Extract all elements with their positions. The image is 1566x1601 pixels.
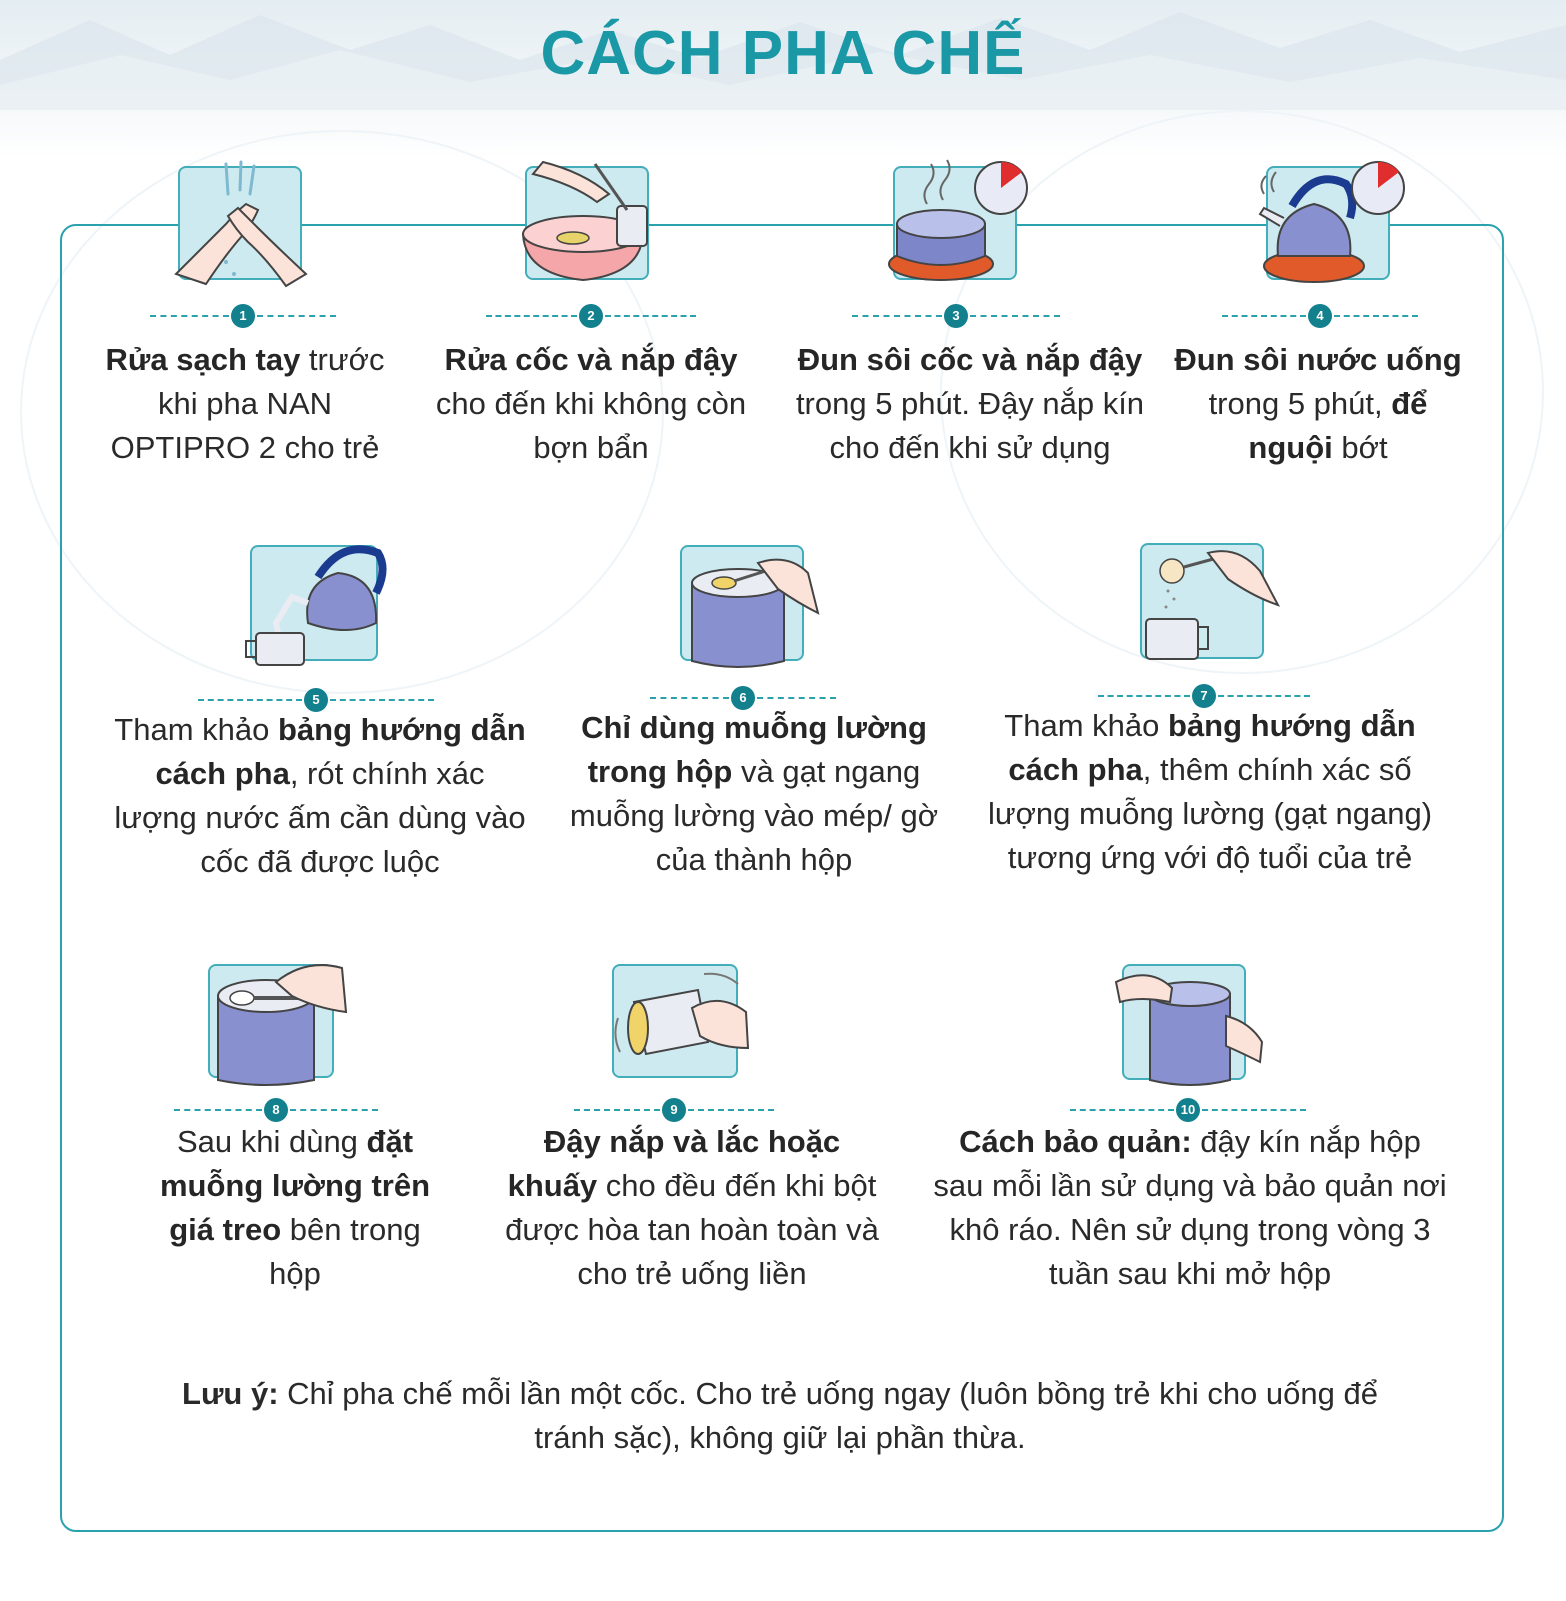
step-number-badge: 10 (1176, 1098, 1200, 1122)
step-number-badge: 5 (304, 688, 328, 712)
hand-washing-icon (166, 154, 318, 296)
note-label: Lưu ý: (182, 1376, 279, 1411)
boiling-pot-icon (881, 154, 1033, 296)
step-caption: Tham khảo bảng hướng dẫn cách pha, rót chính xác lượng nước ấm cần dùng vào cốc đã được luộc (114, 712, 526, 879)
step-illustration (1122, 964, 1246, 1080)
step-caption: Rửa cốc và nắp đậy cho đến khi không còn bợn bẩn (435, 342, 747, 465)
step-caption: Đậy nắp và lắc hoặc khuấy cho đều đến khi bột được hòa tan hoàn toàn và cho trẻ uống liền (505, 1124, 879, 1291)
step-number-badge: 1 (231, 304, 255, 328)
step-illustration (680, 545, 804, 661)
step-number-divider (150, 304, 336, 328)
note-text: Chỉ pha chế mỗi lần một cốc. Cho trẻ uống ngay (luôn bồng trẻ khi cho uống để tránh sặc), không giữ lại phần thừa. (278, 1376, 1378, 1455)
step-number-divider (852, 304, 1060, 328)
washing-bowl-icon (513, 154, 665, 296)
step-caption: Đun sôi cốc và nắp đậy trong 5 phút. Đậy nắp kín cho đến khi sử dụng (795, 342, 1145, 465)
step-illustration (1266, 166, 1390, 280)
step-caption: Chỉ dùng muỗng lường trong hộp và gạt ngang muỗng lường vào mép/ gờ của thành hộp (569, 710, 939, 877)
close-can-icon (1110, 952, 1262, 1096)
step-illustration (208, 964, 334, 1078)
step-number-badge: 8 (264, 1098, 288, 1122)
step-number-badge: 6 (731, 686, 755, 710)
step-illustration (178, 166, 302, 280)
step-number-divider (486, 304, 696, 328)
step-number-badge: 7 (1192, 684, 1216, 708)
page-title: CÁCH PHA CHẾ (540, 19, 1026, 88)
step-caption: Đun sôi nước uống trong 5 phút, để nguội bớt (1174, 342, 1462, 465)
step-caption: Tham khảo bảng hướng dẫn cách pha, thêm chính xác số lượng muỗng lường (gạt ngang) tương ứng với độ tuổi của trẻ (987, 708, 1433, 875)
step-number-divider (1222, 304, 1418, 328)
step-number-divider (1070, 1098, 1306, 1122)
step-number-badge: 2 (579, 304, 603, 328)
step-number-badge: 9 (662, 1098, 686, 1122)
scoop-holder-icon (196, 952, 350, 1094)
step-illustration (612, 964, 738, 1078)
step-number-badge: 3 (944, 304, 968, 328)
pour-water-icon (238, 533, 394, 677)
add-powder-icon (1128, 531, 1280, 675)
kettle-boiling-icon (1254, 154, 1406, 296)
step-number-divider (574, 1098, 774, 1122)
step-caption: Sau khi dùng đặt muỗng lường trên giá treo bên trong hộp (159, 1124, 431, 1291)
shake-cup-icon (600, 952, 754, 1094)
step-illustration (525, 166, 649, 280)
step-number-divider (174, 1098, 378, 1122)
step-illustration (1140, 543, 1264, 659)
measuring-scoop-icon (668, 533, 820, 677)
step-caption: Rửa sạch tay trước khi pha NAN OPTIPRO 2 cho trẻ (105, 342, 385, 465)
note (160, 1372, 1400, 1460)
step-number-badge: 4 (1308, 304, 1332, 328)
step-illustration (893, 166, 1017, 280)
step-illustration (250, 545, 378, 661)
step-caption: Cách bảo quản: đậy kín nắp hộp sau mỗi lần sử dụng và bảo quản nơi khô ráo. Nên sử dụng trong vòng 3 tuần sau khi mở hộp (933, 1124, 1447, 1291)
